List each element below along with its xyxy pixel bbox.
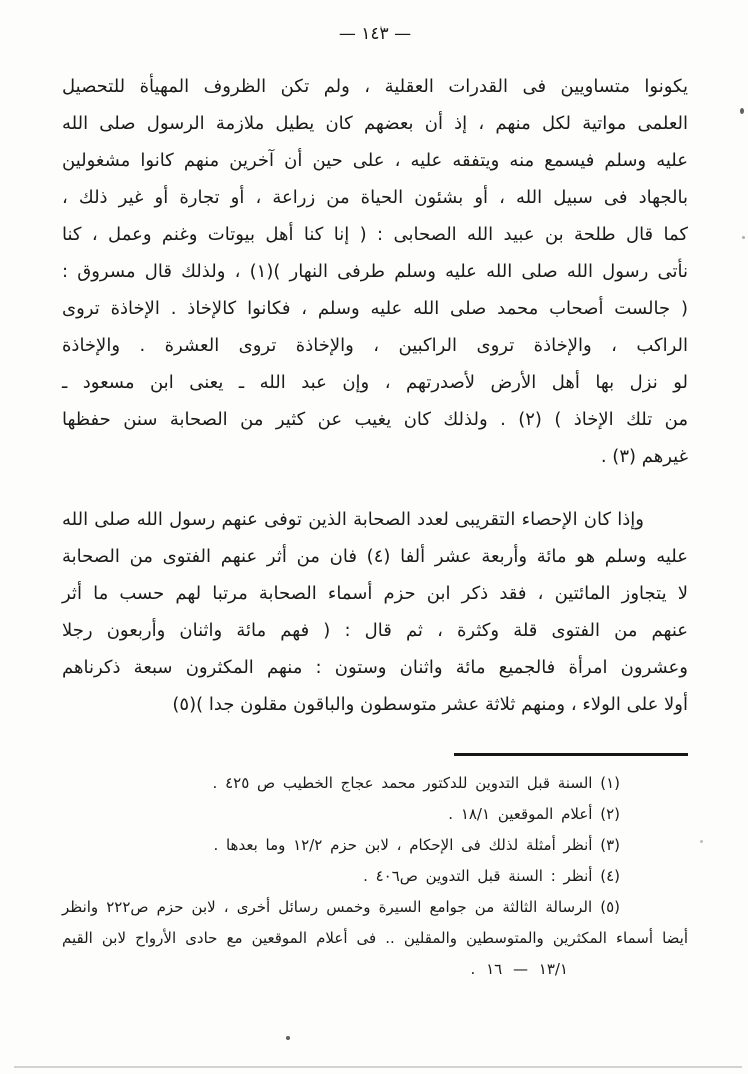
- scan-speck: [700, 840, 703, 843]
- scan-speck: [740, 108, 744, 114]
- paragraph-2: [62, 501, 688, 723]
- text-line: ( جالست أصحاب محمد صلى الله عليه وسلم ، فكانوا كالإخاذ . الإخاذة تروى: [62, 298, 688, 319]
- main-text-block: [62, 68, 688, 723]
- footnote-4: (٤) أنظر : السنة قبل التدوين ص٤٠٦ .: [363, 867, 620, 885]
- footnote-separator-rule: [454, 753, 688, 756]
- text-line: كما قال طلحة بن عبيد الله الصحابى : ( إنا كنا أهل بيوتات وغنم وعمل ، كنا: [62, 224, 688, 245]
- footnote-3: (٣) أنظر أمثلة لذلك فى الإحكام ، لابن حزم ١٢/٢ وما بعدها .: [213, 836, 620, 854]
- footnote-5-reference: ١٣/١ — ١٦ .: [470, 960, 568, 978]
- text-line: أولا على الولاء ، ومنهم ثلاثة عشر متوسطون والباقون مقلون جدا )(٥): [172, 694, 688, 715]
- text-line: من تلك الإخاذ ) (٢) . ولذلك كان يغيب عن كثير من الصحابة سنن حفظها: [62, 409, 688, 430]
- footnotes-block: [62, 768, 688, 985]
- text-line: لا يتجاوز المائتين ، فقد ذكر ابن حزم أسماء الصحابة مرتبا لهم حسب ما أثر: [62, 583, 688, 604]
- scan-edge-artifact: [14, 1066, 742, 1068]
- text-line: بالجهاد فى سبيل الله ، أو بشئون الحياة من زراعة ، أو تجارة أو غير ذلك ،: [62, 187, 688, 208]
- footnote-1: (١) السنة قبل التدوين للدكتور محمد عجاج الخطيب ص ٤٢٥ .: [212, 774, 620, 792]
- scan-speck: [286, 1036, 290, 1040]
- text-line: العلمى مواتية لكل منهم ، إذ أن بعضهم كان يطيل ملازمة الرسول صلى الله: [62, 113, 688, 134]
- text-line: لو نزل بها أهل الأرض لأصدرتهم ، وإن عبد الله ـ يعنى ابن مسعود ـ: [62, 372, 688, 393]
- text-line: الراكب ، والإخاذة تروى الراكبين ، والإخاذة تروى العشرة . والإخاذة: [62, 335, 688, 356]
- paragraph-1: [62, 68, 688, 475]
- footnote-5-line-2: أيضا أسماء المكثرين والمتوسطين والمقلين .. فى أعلام الموقعين مع حادى الأرواح لابن القيم: [62, 929, 688, 947]
- text-line: وإذا كان الإحصاء التقريبى لعدد الصحابة الذين توفى عنهم رسول الله صلى الله: [62, 509, 644, 530]
- scan-speck: [742, 236, 745, 239]
- text-line: عنهم من الفتوى قلة وكثرة ، ثم قال : ( فهم مائة واثنان وأربعون رجلا: [62, 620, 688, 641]
- text-line: عليه وسلم فيسمع منه ويتفقه عليه ، على حين أن آخرين منهم كانوا مشغولين: [62, 150, 688, 171]
- footnote-2: (٢) أعلام الموقعين ١٨/١ .: [448, 805, 620, 823]
- text-line: غيرهم (٣) .: [600, 446, 688, 467]
- text-line: وعشرون امرأة فالجميع مائة واثنان وستون : منهم المكثرون سبعة ذكرناهم: [62, 657, 688, 678]
- text-line: نأتى رسول الله صلى الله عليه وسلم طرفى النهار )(١) ، ولذلك قال مسروق :: [62, 261, 688, 282]
- page-number: — ١٤٣ —: [338, 24, 412, 44]
- footnote-5-line-1: (٥) الرسالة الثالثة من جوامع السيرة وخمس رسائل أخرى ، لابن حزم ص٢٢٢ وانظر: [62, 898, 620, 916]
- text-line: يكونوا متساويين فى القدرات العقلية ، ولم تكن الظروف المهيأة للتحصيل: [62, 76, 688, 97]
- scan-speck: [380, 26, 382, 29]
- text-line: عليه وسلم هو مائة وأربعة عشر ألفا (٤) فان من أثر عنهم الفتوى من الصحابة: [62, 546, 688, 567]
